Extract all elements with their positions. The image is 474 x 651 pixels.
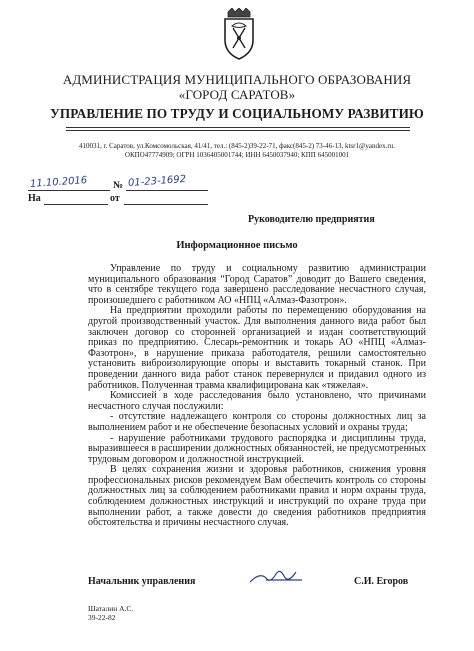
number-underline [126, 190, 208, 191]
body-paragraph: - нарушение работниками трудового распорядка и дисциплины труда, выразившееся в расширении должностных обязанностей, не предусмотренных трудовым договором и должностной инструкцией. [88, 432, 426, 465]
header-divider-second [66, 130, 410, 131]
body-paragraph: Управление по труду и социальному развитию администрации муниципального образования “Город Саратов” доводит до Вашего сведения, что в сентябре текущего года завершено расследование несчастного случая, произошедшего с работником АО «НПЦ «Алмаз-Фазотрон». [88, 263, 426, 306]
handwritten-date: 11.10.2016 [29, 175, 88, 190]
na-underline [44, 204, 108, 205]
header-divider [66, 127, 410, 128]
department-name: УПРАВЛЕНИЕ ПО ТРУДУ И СОЦИАЛЬНОМУ РАЗВИТИЮ [50, 106, 424, 121]
number-sign: № [113, 180, 124, 191]
ot-label: от [110, 193, 120, 204]
document-title: Информационное письмо [176, 240, 298, 251]
body-paragraph: На предприятии проходили работы по перемещению оборудования на другой производственный участок. Для выполнения данного вида работ был заключен договор со сторонней организацией и издан соответствующий приказ по предприятию. Слесарь-ремонтник и токарь АО «НПЦ «Алмаз-Фазотрон», в нарушение приказа работодателя, решили самостоятельно установить виброизолирующие опоры и выставить токарный станок. При проведении данного вида работ станок перевернулся и придавил одного из работников. Полученная травма квалифицирована как «тяжелая». [88, 305, 426, 391]
org-name-line2: «ГОРОД САРАТОВ» [178, 87, 296, 102]
executor-name: Шаталин А.С. [88, 604, 134, 613]
handwritten-signature-icon [246, 566, 306, 588]
na-label: На [28, 193, 41, 204]
date-underline [28, 190, 110, 191]
address-line1: 410031, г. Саратов, ул.Комсомольская, 41/41, тел.: (845-2)39-22-71, факс(845-2) 73-46-13, ktsr1@yandex.ru. [79, 142, 395, 150]
executor-phone: 39-22-82 [88, 613, 116, 622]
address-line2: ОКПО47774909; ОГРН 1036405001744; ИНН 6450037940; КПП 645001001 [124, 151, 350, 159]
signatory-title: Начальник управления [88, 576, 196, 587]
addressee: Руководителю предприятия [248, 214, 375, 225]
signatory-name: С.И. Егоров [354, 576, 409, 587]
letter-body [88, 264, 426, 529]
ot-underline [124, 204, 208, 205]
org-name [0, 72, 474, 102]
address-block [0, 142, 474, 160]
coat-of-arms-icon [222, 8, 256, 60]
handwritten-number: 01-23-1692 [127, 173, 187, 190]
body-paragraph: В целях сохранения жизни и здоровья работников, снижения уровня профессиональных рисков рекомендуем Вам обеспечить контроль со стороны должностных лиц за соблюдением работниками правил и норм охраны труда, соблюдением должностных инструкций и инструкций по охране труда при выполнении работ, а также довести до сведения работников предприятия обстоятельства и причины несчастного случая. [88, 464, 426, 529]
executor-block [88, 604, 133, 622]
org-name-line1: АДМИНИСТРАЦИЯ МУНИЦИПАЛЬНОГО ОБРАЗОВАНИЯ [62, 72, 412, 87]
body-paragraph: - отсутствие надлежащего контроля со стороны должностных лиц за выполнением работ и не обеспечение безопасных условий и охраны труда; [88, 411, 426, 433]
body-paragraph: Комиссией в ходе расследования было установлено, что причинами несчастного случая послужили: [88, 390, 426, 412]
